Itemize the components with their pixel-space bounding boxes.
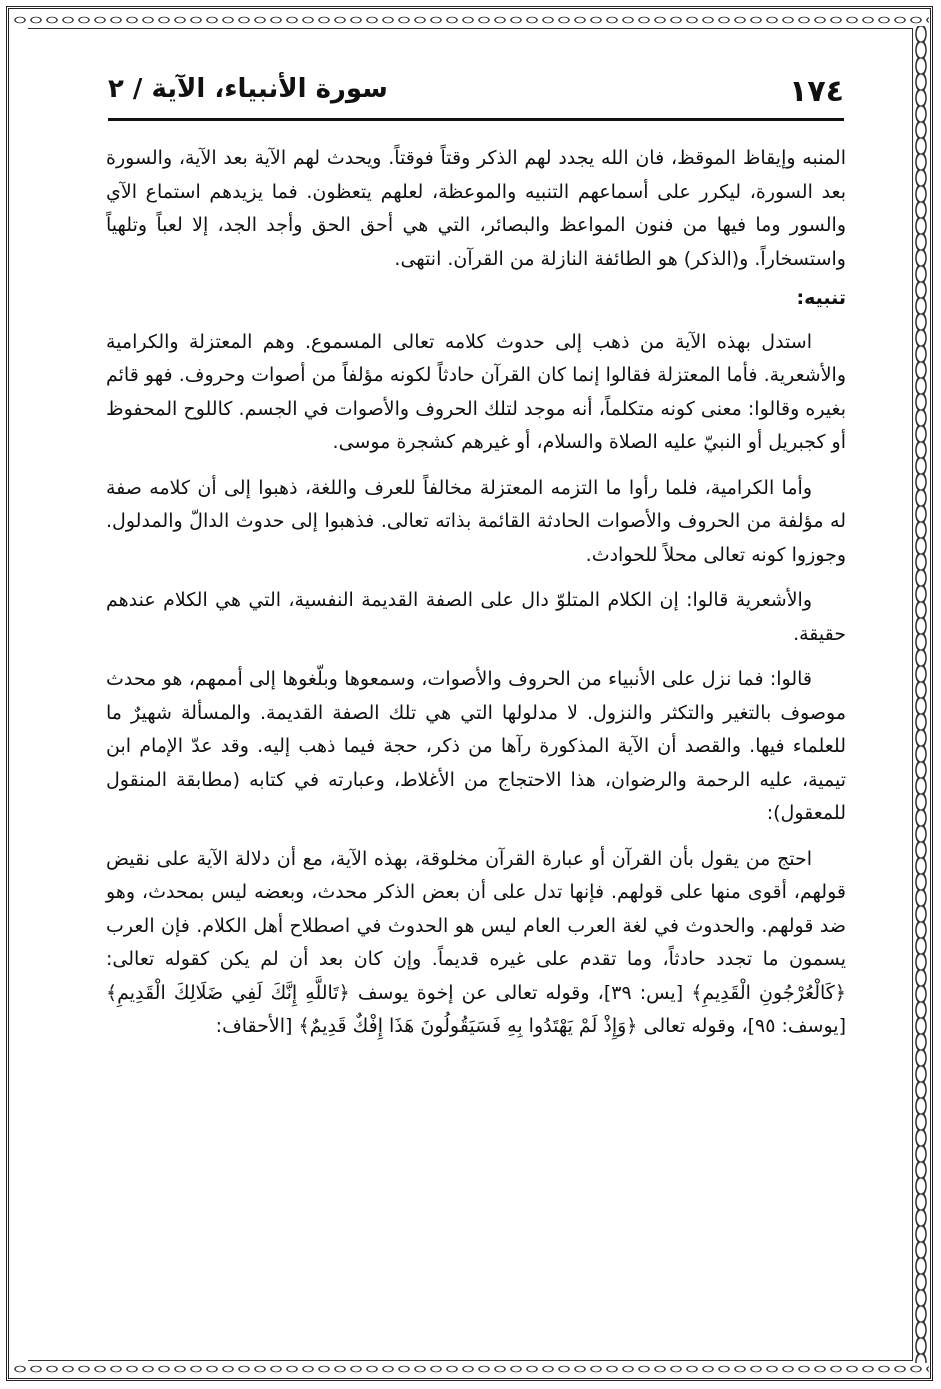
- paragraph: قالوا: فما نزل على الأنبياء من الحروف والأصوات، وسمعوها وبلّغوها إلى أممهم، هو محدث موصوف بالتغير والتكثر والنزول. لا مدلولها التي هي تلك الصفة القديمة. والمسألة شهيرٌ ما للعلماء فيها. والقصد أن الآية المذكورة رآها من ذكر، حجة فيما ذهب إليه. وقد عدّ الإمام ابن تيمية، عليه الرحمة والرضوان، هذا الاحتجاج من الأغلاط، وعبارته في كتابه (مطابقة المنقول للمعقول):: [106, 668, 846, 824]
- paragraph-continuation: المنبه وإيقاظ الموقظ، فان الله يجدد لهم الذكر وقتاً فوقتاً. ويحدث لهم الآية بعد الآية، والسورة بعد السورة، ليكرر على أسماعهم التنبيه والموعظة، لعلهم يتعظون. فما يزيدهم استماع الآي والسور وما فيها من فنون المواعظ والبصائر، التي هي أحق الحق وأجد الجد، إلا لعباً وتلهياً واستسخاراً. و(الذكر) هو الطائفة النازلة من القرآن. انتهى.: [106, 147, 846, 270]
- page-body: [106, 142, 846, 1044]
- ornamental-border-bottom: [12, 1361, 929, 1377]
- paragraph: والأشعرية قالوا: إن الكلام المتلوّ دال على الصفة القديمة النفسية، التي هي الكلام عندهم حقيقة.: [106, 589, 846, 645]
- ornamental-border-right: [913, 26, 929, 1363]
- quoted-paragraph: احتج من يقول بأن القرآن أو عبارة القرآن مخلوقة، بهذه الآية، مع أن دلالة الآية على نقيض قولهم، أقوى منها على قولهم. فإنها تدل على أن بعض الذكر محدث، وبعضه ليس بمحدث، وهو ضد قولهم. والحدوث في لغة العرب العام ليس هو الحدوث في اصطلاح أهل الكلام. فإن العرب يسمون ما تجدد حادثاً، وما تقدم على غيره قديماً. وإن كان بعد أن لم يكن كقوله تعالى: ﴿كَالْعُرْجُونِ الْقَدِيمِ﴾ [يس: ٣٩]، وقوله تعالى عن إخوة يوسف ﴿تَاللَّهِ إِنَّكَ لَفِي ضَلَالِكَ الْقَدِيمِ﴾ [يوسف: ٩٥]، وقوله تعالى ﴿وَإِذْ لَمْ يَهْتَدُوا بِهِ فَسَيَقُولُونَ هَذَا إِفْكٌ قَدِيمٌ﴾ [الأحقاف:: [106, 847, 846, 1037]
- header-rule: [108, 118, 844, 121]
- ornamental-border-top: [12, 12, 929, 28]
- running-title: سورة الأنبياء، الآية / ٢: [108, 74, 388, 104]
- section-heading: تنبيه:: [796, 287, 846, 309]
- paragraph: وأما الكرامية، فلما رأوا ما التزمه المعتزلة مخالفاً للعرف واللغة، ذهبوا إلى أن كلامه صفة له مؤلفة من الحروف والأصوات الحادثة القائمة بذاته تعالى. فذهبوا إلى حدوث الدالّ والمدلول. وجوزوا كونه تعالى محلاً للحوادث.: [106, 476, 846, 566]
- page-header: [108, 72, 844, 116]
- paragraph: استدل بهذه الآية من ذهب إلى حدوث كلامه تعالى المسموع. وهم المعتزلة والكرامية والأشعرية. فأما المعتزلة فقالوا إنما كان القرآن حادثاً لكونه مؤلفاً من أصوات وحروف. فهو قائم بغيره وقالوا: معنى كونه متكلماً، أنه موجد لتلك الحروف والأصوات في الجسم. كاللوح المحفوظ أو كجبريل أو النبيّ عليه الصلاة والسلام، أو غيرهم كشجرة موسى.: [106, 330, 846, 453]
- page-number: ١٧٤: [789, 74, 844, 109]
